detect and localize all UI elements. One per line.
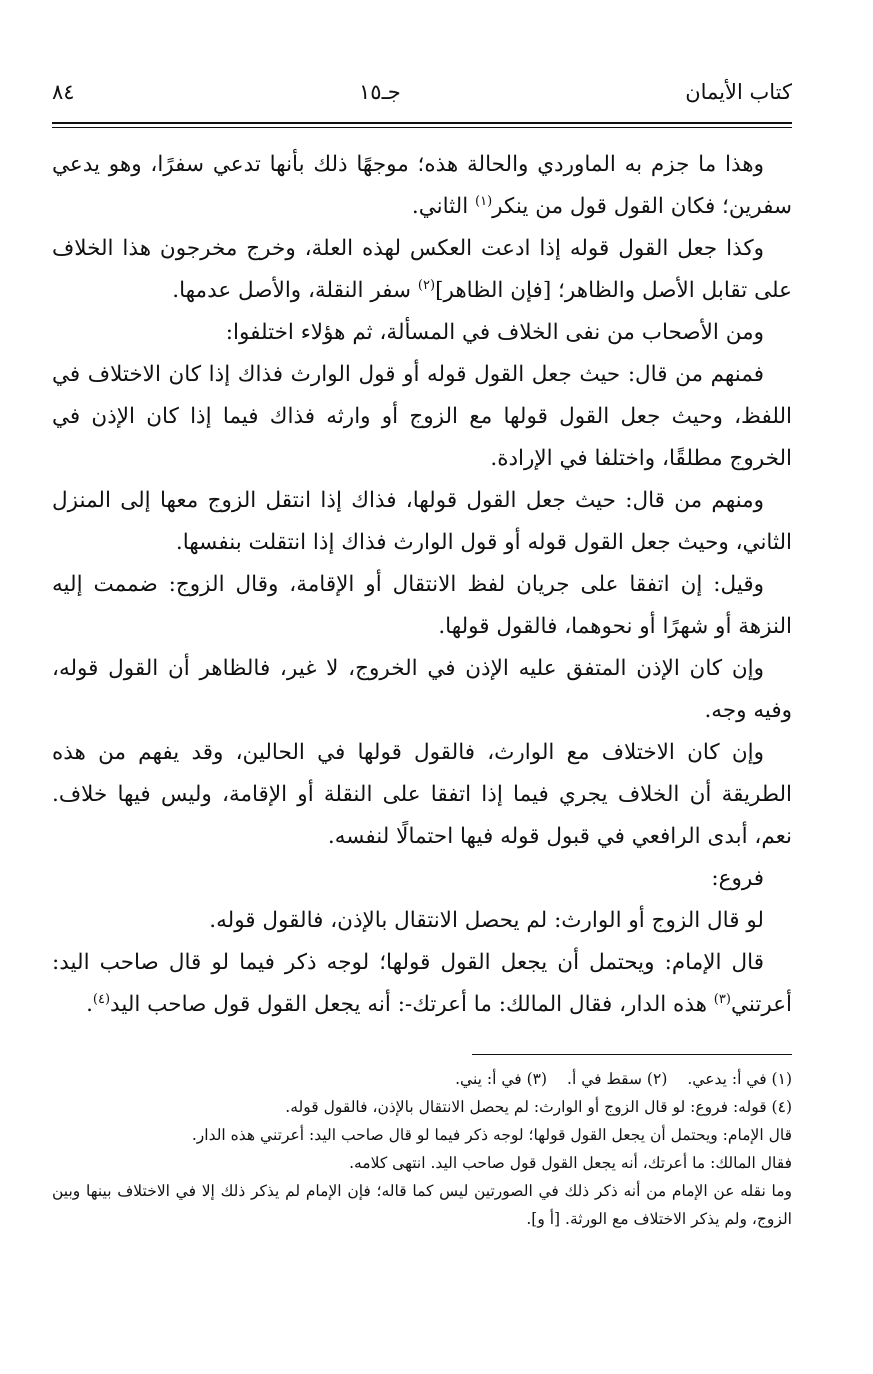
paragraph-5: ومنهم من قال: حيث جعل القول قولها، فذاك إذا انتقل الزوج معها إلى المنزل الثاني، وحيث جعل القول قوله أو قول الوارث فذاك إذا انتقلت بنفسها.: [52, 488, 792, 555]
book-title: كتاب الأيمان: [685, 80, 792, 104]
footnote-4-line-4: وما نقله عن الإمام من أنه ذكر ذلك في الصورتين ليس كما قاله؛ فإن الإمام لم يذكر ذلك إلا في الاختلاف بينها وبين الزوج، ولم يذكر الاختلاف مع الورثة. [أ و].: [52, 1182, 792, 1228]
running-header: [52, 80, 792, 114]
paragraph-7: وإن كان الإذن المتفق عليه الإذن في الخروج، لا غير، فالظاهر أن القول قوله، وفيه وجه.: [52, 656, 792, 723]
paragraph-1: وهذا ما جزم به الماوردي والحالة هذه؛ موجهًا ذلك بأنها تدعي سفرًا، وهو يدعي سفرين؛ فكان القول قول من ينكر$^{(١)}$ الثاني.: [52, 152, 792, 219]
paragraph-9: لو قال الزوج أو الوارث: لم يحصل الانتقال بالإذن، فالقول قوله.: [209, 908, 764, 933]
footnote-4-line-1: (٤) قوله: فروع: لو قال الزوج أو الوارث: لم يحصل الانتقال بالإذن، فالقول قوله.: [285, 1098, 792, 1116]
paragraph-8: وإن كان الاختلاف مع الوارث، فالقول قولها في الحالين، وقد يفهم من هذه الطريقة أن الخلاف يجري فيما إذا اتفقا على النقلة أو الإقامة، وليس فيها خلاف. نعم، أبدى الرافعي في قبول قوله فيها احتمالًا لنفسه.: [52, 740, 792, 849]
paragraph-2: وكذا جعل القول قوله إذا ادعت العكس لهذه العلة، وخرج مخرجون هذا الخلاف على تقابل الأصل والظاهر؛ [فإن الظاهر]$^{(٢)}$ سفر النقلة، والأصل عدمها.: [52, 236, 792, 303]
footnote-2: (٢) سقط في أ.: [567, 1070, 668, 1088]
footnote-ref-3: (٣): [713, 991, 731, 1007]
footnote-4-line-3: فقال المالك: ما أعرتك، أنه يجعل القول قول صاحب اليد. انتهى كلامه.: [349, 1154, 792, 1172]
paragraph-10: قال الإمام: ويحتمل أن يجعل القول قولها؛ لوجه ذكر فيما لو قال صاحب اليد: أعرتني$^{(٣)}$ هذه الدار، فقال المالك: ما أعرتك-: أنه يجعل القول قول صاحب اليد$^{(٤)}$.: [52, 950, 792, 1017]
paragraph-4: فمنهم من قال: حيث جعل القول قوله أو قول الوارث فذاك إذا كان الاختلاف في اللفظ، وحيث جعل القول قولها مع الزوج أو وارثه فذاك فيما إذا كان الإذن في الخروج مطلقًا، واختلفا في الإرادة.: [52, 362, 792, 471]
page-number: ٨٤: [52, 80, 75, 104]
book-page: [52, 80, 792, 1233]
paragraph-6: وقيل: إن اتفقا على جريان لفظ الانتقال أو الإقامة، وقال الزوج: ضممت إليه النزهة أو شهرًا أو نحوهما، فالقول قولها.: [52, 572, 792, 639]
header-rule-thin: [52, 127, 792, 128]
footnote-1: (١) في أ: يدعي.: [687, 1070, 792, 1088]
footnotes: [52, 1065, 792, 1233]
section-heading-furu: فروع:: [711, 866, 764, 891]
footnote-3: (٣) في أ: يني.: [455, 1070, 548, 1088]
paragraph-3: ومن الأصحاب من نفى الخلاف في المسألة، ثم هؤلاء اختلفوا:: [225, 320, 764, 345]
footnote-ref-4: (٤): [92, 991, 111, 1007]
footnote-ref-1: (١): [475, 193, 493, 209]
header-rule-thick: [52, 122, 792, 124]
main-text: [52, 144, 792, 1026]
volume-number: جـ١٥: [359, 80, 401, 104]
footnote-separator: [472, 1054, 792, 1055]
footnote-ref-2: (٢): [417, 277, 436, 293]
footnote-row-1-3: [52, 1065, 792, 1093]
footnote-4-line-2: قال الإمام: ويحتمل أن يجعل القول قولها؛ لوجه ذكر فيما لو قال صاحب اليد: أعرتني هذه الدار.: [191, 1126, 792, 1144]
